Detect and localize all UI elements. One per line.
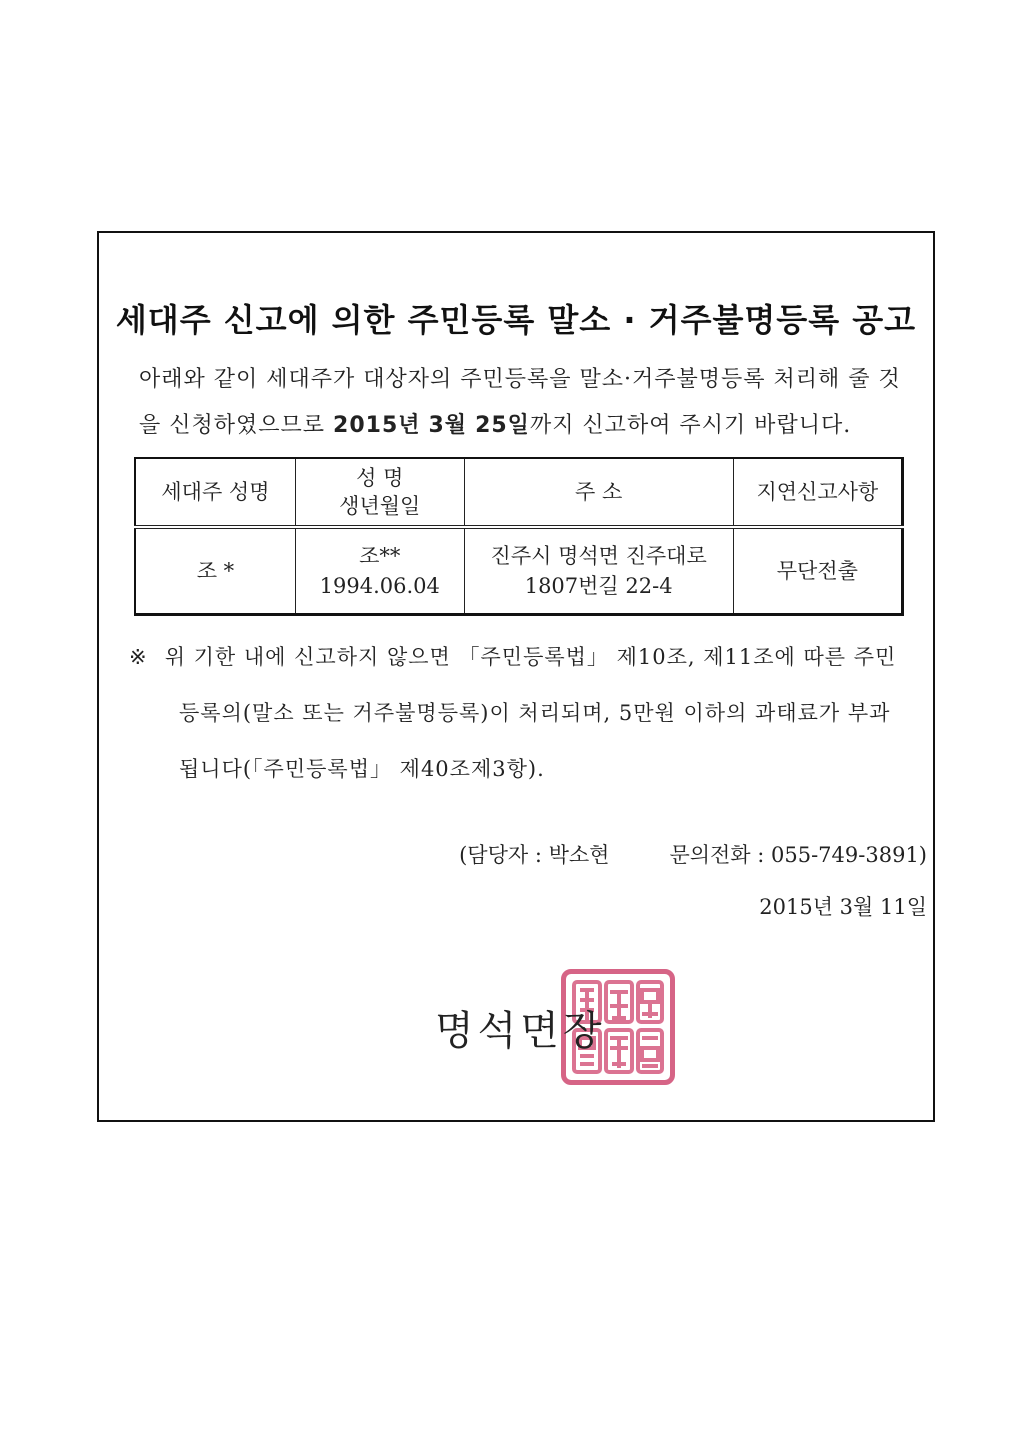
subject-table — [134, 457, 904, 616]
notice-frame — [97, 231, 935, 1122]
cell-address — [464, 527, 733, 615]
cell-name: 조** — [359, 544, 401, 568]
notice-line-1-text: 위 기한 내에 신고하지 않으면 「주민등록법」 제10조, 제11조에 따른 주민 — [164, 645, 897, 669]
notice-line-3: 됩니다(「주민등록법」 제40조제3항). — [179, 757, 545, 781]
deadline-year: 2015년 — [333, 413, 421, 438]
intro-line-2 — [139, 403, 909, 449]
page-title: 세대주 신고에 의한 주민등록 말소 · 거주불명등록 공고 — [115, 301, 917, 339]
cell-householder: 조 * — [135, 527, 295, 615]
deadline-day: 25일 — [475, 413, 530, 438]
contact-info — [459, 839, 927, 869]
cell-address-line-1: 진주시 명석면 진주대로 — [490, 544, 707, 568]
intro-line-2-prefix: 을 신청하였으므로 — [139, 413, 334, 438]
header-address: 주 소 — [464, 458, 733, 527]
signer-name: 명석면장 — [435, 1008, 606, 1054]
contact-phone: 문의전화 : 055-749-3891) — [669, 843, 927, 867]
intro-line-1: 아래와 같이 세대주가 대상자의 주민등록을 말소·거주불명등록 처리해 줄 것 — [139, 367, 901, 392]
deadline-month: 3월 — [428, 413, 468, 438]
header-householder: 세대주 성명 — [135, 458, 295, 527]
header-birthdate: 생년월일 — [339, 494, 421, 518]
table-header-row — [135, 458, 903, 527]
penalty-notice — [129, 629, 905, 797]
cell-late-report: 무단전출 — [733, 527, 902, 615]
header-late-report: 지연신고사항 — [733, 458, 902, 527]
issue-date: 2015년 3월 11일 — [759, 895, 927, 919]
notice-line-1 — [129, 629, 905, 685]
cell-name-birthdate — [295, 527, 464, 615]
cell-address-line-2: 1807번길 22-4 — [524, 574, 673, 598]
intro-line-2-suffix: 까지 신고하여 주시기 바랍니다. — [529, 413, 852, 438]
header-name-birthdate — [295, 458, 464, 527]
contact-person: (담당자 : 박소현 — [459, 843, 610, 867]
notice-line-2: 등록의(말소 또는 거주불명등록)이 처리되며, 5만원 이하의 과태료가 부과 — [179, 701, 891, 725]
reference-mark-icon: ※ — [129, 645, 148, 669]
table-row — [135, 527, 903, 615]
intro-paragraph — [139, 357, 909, 449]
cell-birthdate: 1994.06.04 — [319, 574, 440, 598]
header-name: 성 명 — [356, 466, 404, 490]
